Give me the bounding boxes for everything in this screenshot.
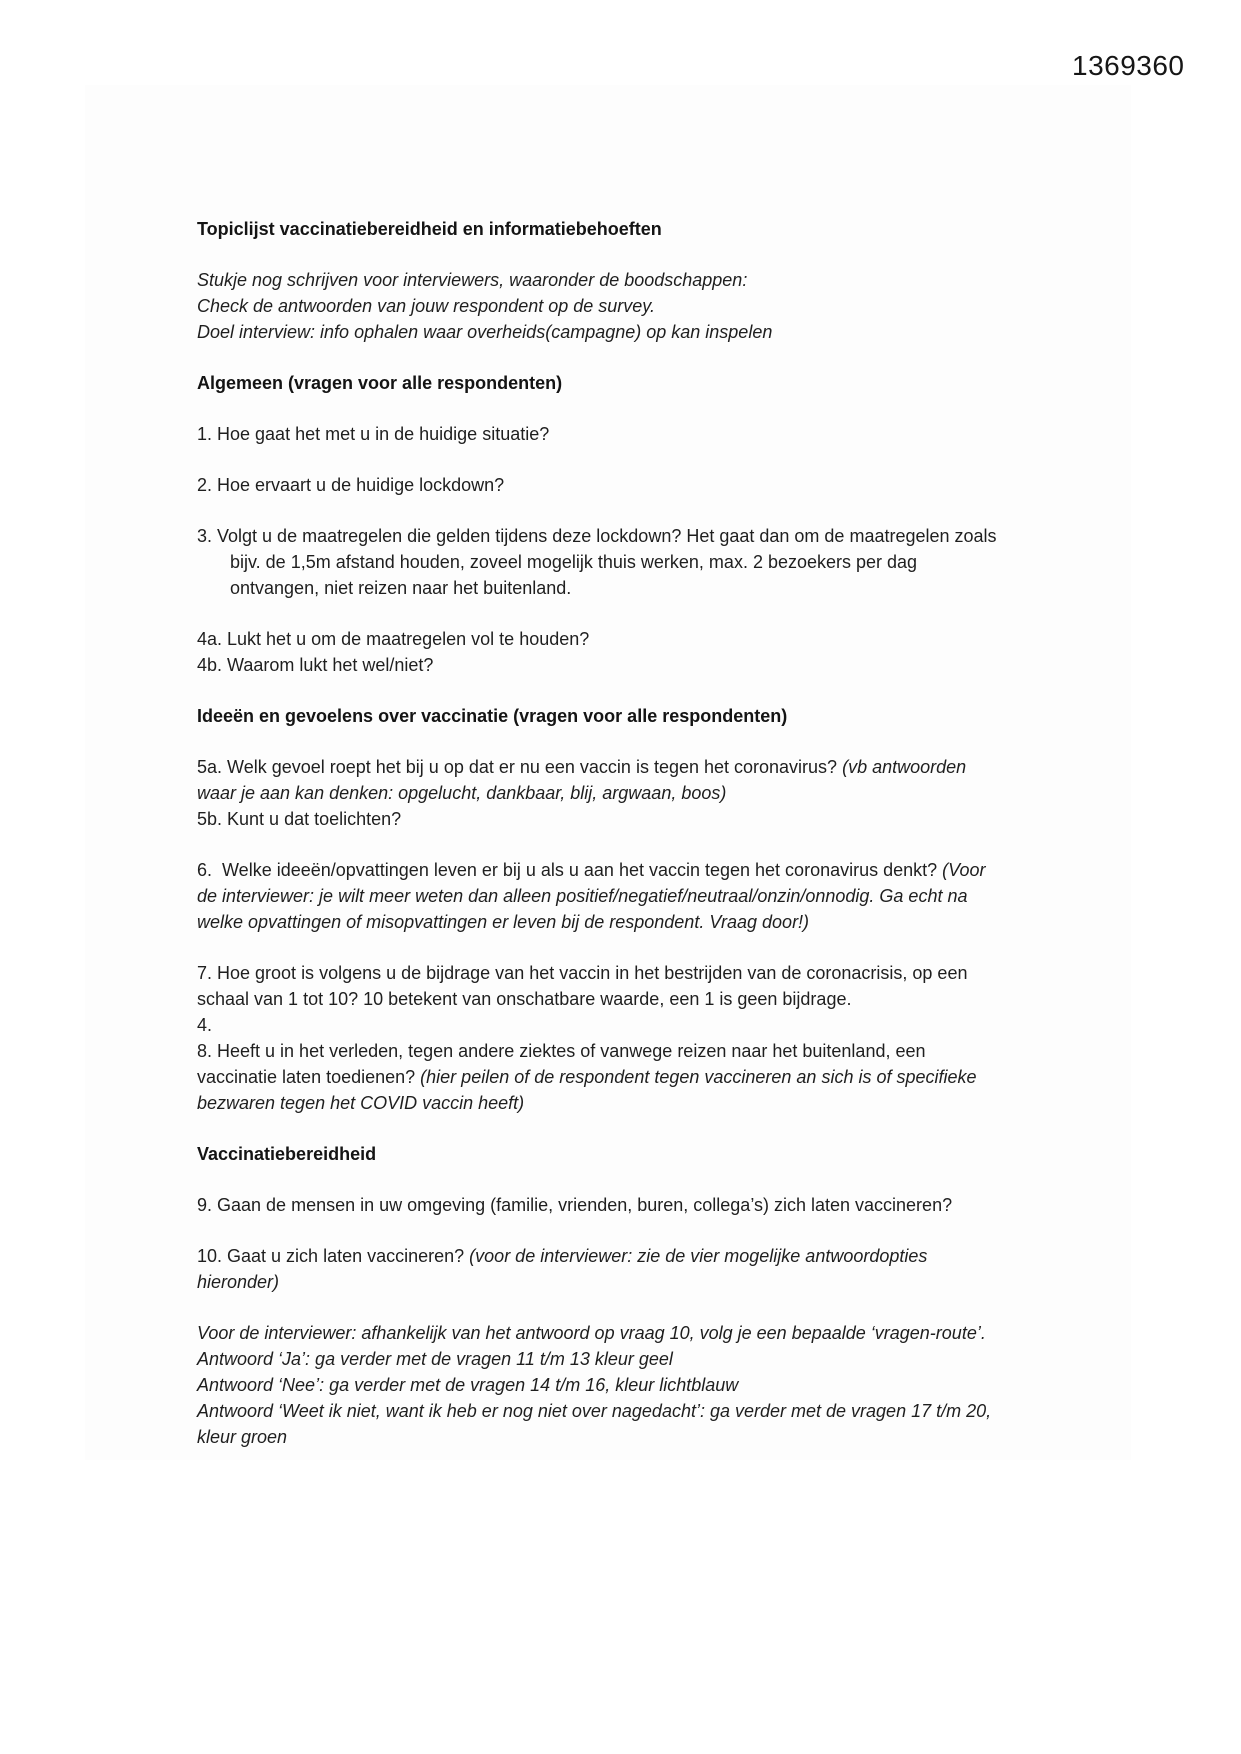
intro-note-line-2: Check de antwoorden van jouw respondent op de survey.	[197, 296, 655, 316]
heading-algemeen: Algemeen (vragen voor alle respondenten)	[197, 373, 563, 393]
question-5a-note-start: (vb antwoorden	[842, 757, 967, 777]
intro-note-line-3: Doel interview: info ophalen waar overheids(campagne) op kan inspelen	[197, 322, 773, 342]
question-4b: 4b. Waarom lukt het wel/niet?	[197, 655, 434, 675]
question-5b: 5b. Kunt u dat toelichten?	[197, 809, 402, 829]
question-10-note-start: (voor de interviewer: zie de vier mogelijke antwoordopties	[469, 1246, 928, 1266]
question-8-line-1: 8. Heeft u in het verleden, tegen andere ziektes of vanwege reizen naar het buitenland, een	[197, 1041, 926, 1061]
question-7-line-1: 7. Hoe groot is volgens u de bijdrage van het vaccin in het bestrijden van de coronacrisis, op een	[197, 963, 968, 983]
interviewer-route-block	[197, 1320, 1122, 1450]
document-body	[197, 216, 1122, 1450]
question-8-line-2	[197, 1064, 1122, 1090]
question-6-line-1	[197, 857, 1122, 883]
section-heading-bereidheid	[197, 1141, 1122, 1167]
question-4a: 4a. Lukt het u om de maatregelen vol te houden?	[197, 629, 590, 649]
question-1-block	[197, 421, 1122, 447]
section-heading-ideeen	[197, 703, 1122, 729]
heading-bereidheid: Vaccinatiebereidheid	[197, 1144, 377, 1164]
question-6-note-start: (Voor	[942, 860, 986, 880]
question-1: 1. Hoe gaat het met u in de huidige situatie?	[197, 424, 550, 444]
question-3-line-2: bijv. de 1,5m afstand houden, zoveel mogelijk thuis werken, max. 2 bezoekers per dag	[230, 552, 918, 572]
title-block	[197, 216, 1122, 242]
question-10-block	[197, 1243, 1122, 1295]
question-5a-text: 5a. Welk gevoel roept het bij u op dat er nu een vaccin is tegen het coronavirus?	[197, 757, 843, 777]
question-9: 9. Gaan de mensen in uw omgeving (familie, vrienden, buren, collega’s) zich laten vaccineren?	[197, 1195, 953, 1215]
question-4-block	[197, 626, 1122, 678]
question-3-block	[197, 523, 1122, 601]
section-heading-algemeen	[197, 370, 1122, 396]
question-6-note-line-2: de interviewer: je wilt meer weten dan alleen positief/negatief/neutraal/onzin/onnodig. Ga echt na	[197, 886, 968, 906]
question-5a-line-1	[197, 754, 1122, 780]
route-answer-ja: Antwoord ‘Ja’: ga verder met de vragen 11 t/m 13 kleur geel	[197, 1349, 673, 1369]
question-8-note-end: bezwaren tegen het COVID vaccin heeft)	[197, 1093, 525, 1113]
route-answer-weet-niet-line-2: kleur groen	[197, 1427, 288, 1447]
question-10-text: 10. Gaat u zich laten vaccineren?	[197, 1246, 470, 1266]
question-6-block	[197, 857, 1122, 935]
question-10-line-1	[197, 1243, 1122, 1269]
route-instruction: Voor de interviewer: afhankelijk van het antwoord op vraag 10, volg je een bepaalde ‘vragen-route’.	[197, 1323, 986, 1343]
heading-ideeen: Ideeën en gevoelens over vaccinatie (vragen voor alle respondenten)	[197, 706, 788, 726]
question-9-block	[197, 1192, 1122, 1218]
question-2-block	[197, 472, 1122, 498]
route-answer-nee: Antwoord ‘Nee’: ga verder met de vragen 14 t/m 16, kleur lichtblauw	[197, 1375, 739, 1395]
document-title: Topiclijst vaccinatiebereidheid en informatiebehoeften	[197, 219, 662, 239]
question-2: 2. Hoe ervaart u de huidige lockdown?	[197, 475, 505, 495]
question-8-note-start: (hier peilen of de respondent tegen vaccineren an sich is of specifieke	[420, 1067, 977, 1087]
question-5a-note-end: waar je aan kan denken: opgelucht, dankbaar, blij, argwaan, boos)	[197, 783, 727, 803]
question-5-block	[197, 754, 1122, 832]
question-10-note-end: hieronder)	[197, 1272, 280, 1292]
intro-notes-block	[197, 267, 1122, 345]
question-8-text: vaccinatie laten toedienen?	[197, 1067, 421, 1087]
stray-number-4: 4.	[197, 1015, 213, 1035]
intro-note-line-1: Stukje nog schrijven voor interviewers, waaronder de boodschappen:	[197, 270, 748, 290]
question-7-line-2: schaal van 1 tot 10? 10 betekent van onschatbare waarde, een 1 is geen bijdrage.	[197, 989, 852, 1009]
question-3-line-3: ontvangen, niet reizen naar het buitenland.	[230, 578, 572, 598]
question-6-text: 6. Welke ideeën/opvattingen leven er bij u als u aan het vaccin tegen het coronavirus denkt?	[197, 860, 943, 880]
route-answer-weet-niet-line-1: Antwoord ‘Weet ik niet, want ik heb er nog niet over nagedacht’: ga verder met de vragen 17 t/m 20,	[197, 1401, 992, 1421]
question-3-line-1: 3. Volgt u de maatregelen die gelden tijdens deze lockdown? Het gaat dan om de maatregelen zoals	[197, 526, 997, 546]
question-6-note-line-3: welke opvattingen of misopvattingen er leven bij de respondent. Vraag door!)	[197, 912, 810, 932]
question-7-8-block	[197, 960, 1122, 1116]
document-id-number: 1369360	[1072, 50, 1185, 81]
